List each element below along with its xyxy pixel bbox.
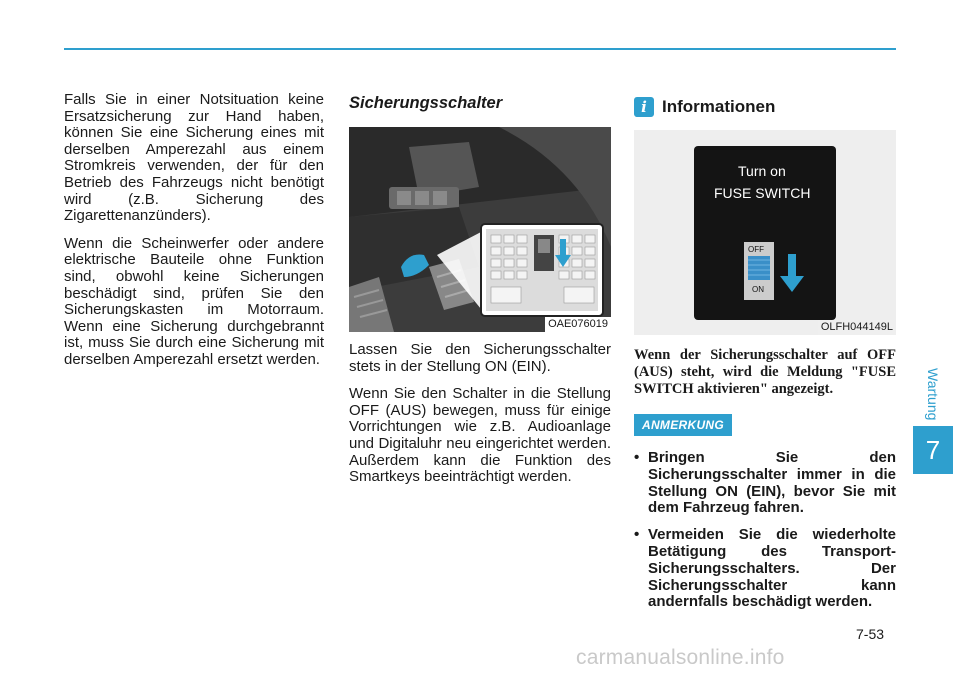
column-right — [634, 92, 896, 621]
info-icon: i — [634, 97, 654, 117]
car-interior-illustration — [349, 127, 611, 332]
page-number: 7-53 — [856, 626, 885, 642]
switch-off-label: OFF — [748, 245, 764, 254]
cluster-display-illustration — [634, 130, 896, 335]
paragraph: Falls Sie in einer Notsituation keine Ersatzsicherung zur Hand haben, können Sie eine Sicherung eines mit derselben Amperezahl aus einem Stromkreis verwenden, der für den Betrieb des Fahrzeugs nicht benötigt wird (z.B. Sicherung des Zigarettenanzünders). — [64, 91, 324, 225]
fuse-location-figure — [349, 127, 611, 332]
column-left — [64, 92, 324, 380]
cluster-message-figure — [634, 130, 896, 335]
list-item: • Bringen Sie den Sicherungsschalter immer in die Stellung ON (EIN), bevor Sie mit dem Fahrzeug fahren. — [634, 450, 896, 517]
paragraph: Wenn die Scheinwerfer oder andere elektrische Bauteile ohne Funktion sind, obwohl keine Sicherungen beschädigt sind, prüfen Sie den Sicherungskasten im Motorraum. Wenn eine Sicherung durchgebrannt ist, muss Sie durch eine Sicherung mit derselben Amperezahl ersetzt werden. — [64, 234, 324, 368]
column-middle — [349, 92, 611, 497]
display-line-2: FUSE SWITCH — [714, 185, 811, 201]
info-title: Informationen — [662, 97, 776, 116]
list-item: • Vermeiden Sie die wiederholte Betätigung des Transport-Sicherungsschalters. Der Sicherungsschalter kann andernfalls beschädigt werden. — [634, 527, 896, 611]
header-rule — [64, 48, 896, 50]
note-badge: ANMERKUNG — [634, 414, 732, 436]
info-heading — [634, 96, 896, 118]
display-line-1: Turn on — [738, 163, 786, 179]
watermark: carmanualsonline.info — [576, 646, 785, 669]
section-label: Wartung — [925, 367, 941, 421]
paragraph: Wenn Sie den Schalter in die Stellung OFF (AUS) bewegen, muss für einige Vorrichtungen wie z.B. Audioanlage und Digitaluhr neu eingerichtet werden. Außerdem kann die Funktion des Smartkeys beeinträchtigt werden. — [349, 385, 611, 486]
paragraph: Lassen Sie den Sicherungsschalter stets in der Stellung ON (EIN). — [349, 341, 611, 375]
note-list — [634, 450, 896, 611]
section-heading: Sicherungsschalter — [349, 94, 503, 112]
figure-code: OAE076019 — [545, 317, 611, 332]
switch-on-label: ON — [752, 285, 764, 294]
info-text: Wenn der Sicherungsschalter auf OFF (AUS) steht, wird die Meldung "FUSE SWITCH aktivieren" angezeigt. — [634, 347, 896, 397]
chapter-tab: 7 — [913, 426, 953, 474]
figure-code: OLFH044149L — [818, 320, 896, 335]
